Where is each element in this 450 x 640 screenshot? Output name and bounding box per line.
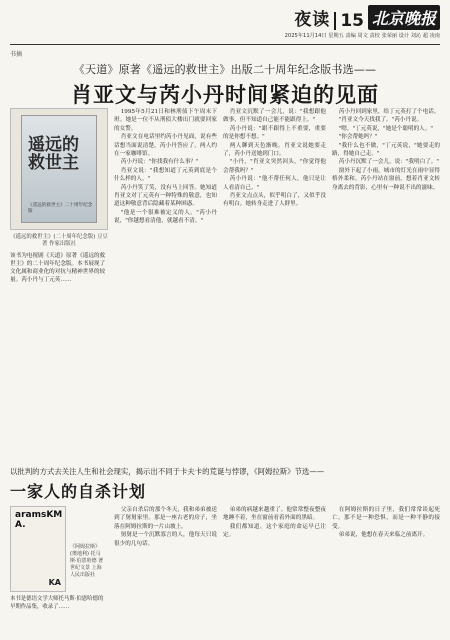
- article1-column-1: [114, 108, 217, 458]
- page-number: 15: [334, 12, 364, 30]
- article2-column-2: [223, 506, 326, 640]
- paragraph: "你会帮她吗？": [338, 134, 378, 141]
- paragraph: 两人聊到天色渐晚。肖亚文说她要走了，芮小丹送她到门口。: [223, 142, 326, 158]
- paragraph: "他是一个很难被定义的人。"芮小丹说，"你越想看清他，就越看不清。": [114, 209, 217, 225]
- book-cover-title: 遥远的救世主: [28, 135, 79, 173]
- book2-intro: 本书是德语文学大师托马斯·伯恩哈德的早期作品集，收录了……: [10, 596, 104, 610]
- article1-headline-top: 《天道》原著《遥远的救世主》出版二十周年纪念版书选——: [73, 63, 377, 76]
- paragraph: 芮小丹说："跟不跟得上不重要，重要的是你想不想。": [223, 125, 326, 141]
- book2-cover-mark: KA: [48, 578, 61, 587]
- newspaper-logo: 北京晚报: [368, 5, 440, 30]
- paragraph: "嗯。"丁元英说，"她是个聪明的人。": [338, 125, 433, 132]
- paragraph: 弟弟的病越来越重了。他常常整夜整夜地睡不着，坐在窗前看着外面的黑暗。: [223, 507, 326, 522]
- paragraph: 芮小丹回到家里，给丁元英打了个电话。: [338, 109, 440, 115]
- paragraph: 肖亚文点点头，似乎明白了，又似乎没有明白。她转身走进了人群里。: [223, 193, 326, 208]
- paragraph: 1995年5月21日和林刑侦下午周末下班。她是一位不从刑侦大楼出门就要回家的女警。: [114, 109, 217, 132]
- paragraph: 肖亚文说："我想知道丁元英到底是个什么样的人。": [114, 167, 217, 183]
- paragraph: 肖亚文沉默了一会儿，说："我想跟他做事，但不知道自己能不能跟得上。": [223, 109, 326, 124]
- paragraph: 父亲自杀后的那个冬天，我和弟弟被送到了舅舅家里。那是一座古老的房子，坐落在阿姆拉斯的一片山坡上。: [114, 507, 217, 530]
- article2-headline-main: 一家人的自杀计划: [10, 482, 147, 501]
- section-name: 夜读: [294, 10, 331, 30]
- book-cover-art: [21, 115, 97, 223]
- paragraph: "我什么也不做，"丁元英说，"她要走的路，得她自己走。": [332, 142, 440, 158]
- book-cover-sub: 《遥远的救世主》二十周年纪念版: [28, 203, 93, 214]
- article2-column-1: [114, 506, 217, 640]
- dateline: 2025年11月14日 星期五 责编 周文 责校 张荣丽 设计 刘沁 超 凌南: [284, 33, 440, 39]
- book-cover-image: [10, 108, 108, 230]
- paragraph: 芮小丹沉默了一会儿，说："我明白了。": [338, 159, 439, 166]
- paragraph: 芮小丹笑了笑，没有马上回答。她知道肖亚文对丁元英有一种特殊的敬意，也知道这种敬意背后隐藏着某种困惑。: [114, 184, 217, 208]
- book2-cover-letters: aramsKMA.: [15, 510, 63, 530]
- paragraph: 弟弟说，他想在春天来临之前离开。: [338, 532, 429, 539]
- article1-column-2: [223, 108, 326, 458]
- paragraph: 在阿姆拉斯的日子里，我们常常谈起死亡。那不是一种恐惧，而是一种平静的接受。: [332, 507, 440, 530]
- paragraph: 舅舅是一个沉默寡言的人，他每天只说很少的几句话。: [114, 532, 217, 547]
- article1-headline-main: 肖亚文与芮小丹时间紧迫的见面: [71, 83, 379, 107]
- paragraph: 芮小丹说："你找我有什么事？": [120, 159, 199, 166]
- article2: [10, 466, 440, 640]
- article1-column-3: [332, 108, 440, 458]
- book-caption: 《遥远的救世主》(二十周年纪念版) 豆豆 著 作家出版社: [10, 234, 108, 247]
- book2-cover-image: [10, 506, 66, 592]
- paragraph: 我们都知道，这个家庭的命运早已注定。: [223, 523, 326, 539]
- book-intro: 该书为电视剧《天道》原著《遥远的救世主》的二十周年纪念版。本书展现了文化属和商业化的对抗与精神世界的较量。芮小丹与丁元英……: [10, 253, 106, 283]
- paragraph: 肖亚文在电话里约芮小丹见面，说有些话想当面说清楚。芮小丹答应了，两人约在一家咖啡馆。: [114, 134, 217, 158]
- article2-column-3: [332, 506, 440, 640]
- article-kicker: 书摘: [10, 51, 23, 58]
- paragraph: "小丹，"肖亚文突然回头，"你觉得他会帮我吗？": [223, 159, 326, 174]
- paragraph: "肖亚文今天找我了。"芮小丹说。: [338, 117, 423, 124]
- article1: [10, 108, 440, 460]
- article2-headline-top: 以批判的方式去关注人生和社会现实，揭示出不同于卡夫卡的荒诞与悖谬，《阿姆拉斯》节选——: [10, 467, 325, 476]
- paragraph: 芮小丹说："他不帮任何人，他只是让人看清自己。": [223, 176, 326, 191]
- book2-caption: 《阿姆拉斯》(奥地利) 托马斯·伯恩哈德 著 世纪文景 上海人民出版社: [70, 544, 104, 578]
- paragraph: 窗外下起了小雨，城市的灯光在雨中显得格外柔和。芮小丹站在窗前，想着肖亚文转身离去的背影，心里有一种说不出的滋味。: [332, 167, 440, 191]
- masthead: [10, 6, 440, 42]
- header-rule: [10, 44, 440, 45]
